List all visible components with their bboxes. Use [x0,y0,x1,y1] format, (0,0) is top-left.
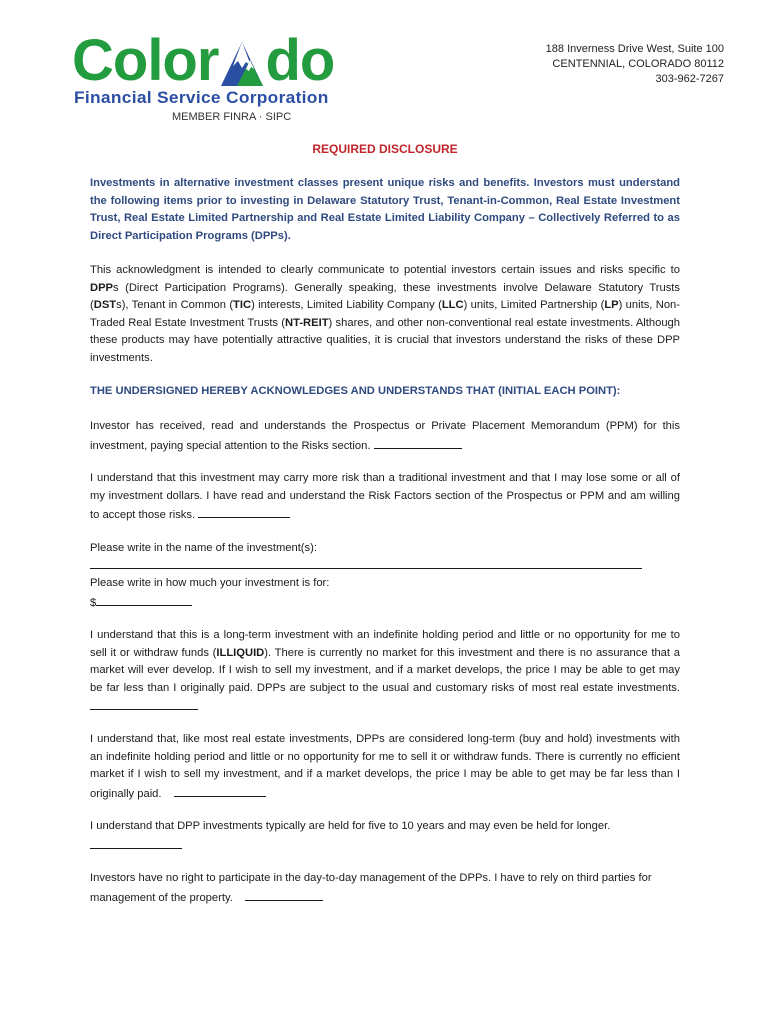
investment-amount-prompt: Please write in how much your investment is for: [90,577,330,589]
mountain-icon [219,36,265,88]
amount-blank[interactable] [96,593,192,606]
investment-name-prompt: Please write in the name of the investment(s): [90,542,317,554]
logo-text-end: do [265,28,335,93]
investment-amount-field[interactable]: $ [90,593,680,613]
point-risk: I understand that this investment may carry more risk than a traditional investment and that I may lose some or all of my investment dollars. I have read and understand the Risk Factors section of the Prospectus or PPM and am willing to accept those risks. [90,472,680,522]
logo-subtitle: Financial Service Corporation [74,88,329,107]
point-holding-period: I understand that DPP investments typically are held for five to 10 years and may even be held for longer. [90,818,680,855]
point-long-term: I understand that, like most real estate investments, DPPs are considered long-term (buy and hold) investments with an indefinite holding period and little or no opportunity for me to sell it or withdraw funds. There is currently no efficient market if I wish to sell my investment, and if a market develops, the price I may be able to get may be far less than I originally paid. [90,733,680,800]
acknowledgment-paragraph: This acknowledgment is intended to clearly communicate to potential investors certain issues and risks specific to DPPs (Direct Participation Programs). Generally speaking, these investments involve Delaware Statutory Trusts (DSTs), Tenant in Common (TIC) interests, Limited Liability Company (LLC) units, Limited Partnership (LP) units, Non-Traded Real Estate Investment Trusts (NT-REIT) shares, and other non-conventional real estate investments. Although these products may have potentially attractive qualities, it is crucial that investors understand the risks of these DPP investments. [90,264,680,364]
page-title: REQUIRED DISCLOSURE [312,142,458,156]
point-prospectus: Investor has received, read and understands the Prospectus or Private Placement Memorandum (PPM) for this investment, paying special attention to the Risks section. [90,420,680,452]
address-phone: 303-962-7267 [655,73,724,85]
initial-blank-illiquid[interactable] [90,697,198,710]
point-management: Investors have no right to participate in the day-to-day management of the DPPs. I have to rely on third parties for management of the property. [90,872,652,904]
member-finra-sipc: MEMBER FINRA · SIPC [172,111,292,123]
investment-name-field[interactable] [90,558,680,569]
company-address [546,42,724,87]
logo-wordmark [72,28,335,93]
company-logo [72,28,392,108]
initial-blank-long-term[interactable] [174,784,266,797]
initial-blank-holding-period[interactable] [90,836,182,849]
initial-blank-management[interactable] [245,888,323,901]
point-illiquid: I understand that this is a long-term investment with an indefinite holding period and little or no opportunity for me to sell it or withdraw funds (ILLIQUID). There is currently no market for this investment and there is no assurance that a market will ever develop. If I wish to sell my investment, and if a market develops, the price I may be able to get may be far less than I originally paid. DPPs are subject to the usual and customary risks of most real estate investments. [90,627,680,717]
undersigned-heading: THE UNDERSIGNED HEREBY ACKNOWLEDGES AND UNDERSTANDS THAT (INITIAL EACH POINT): [90,385,621,397]
address-city: CENTENNIAL, COLORADO 80112 [552,58,724,70]
intro-paragraph: Investments in alternative investment classes present unique risks and benefits. Investors must understand the following items prior to investing in Delaware Statutory Trust, Tenant-in-Common, Real Estate Investment Trust, Real Estate Limited Partnership and Real Estate Limited Liability Company – Collectively Referred to as Direct Participation Programs (DPPs). [90,177,680,242]
initial-blank-risk[interactable] [198,505,290,518]
initial-blank-prospectus[interactable] [374,436,462,449]
logo-text-start: Color [72,28,219,93]
address-street: 188 Inverness Drive West, Suite 100 [545,43,724,55]
